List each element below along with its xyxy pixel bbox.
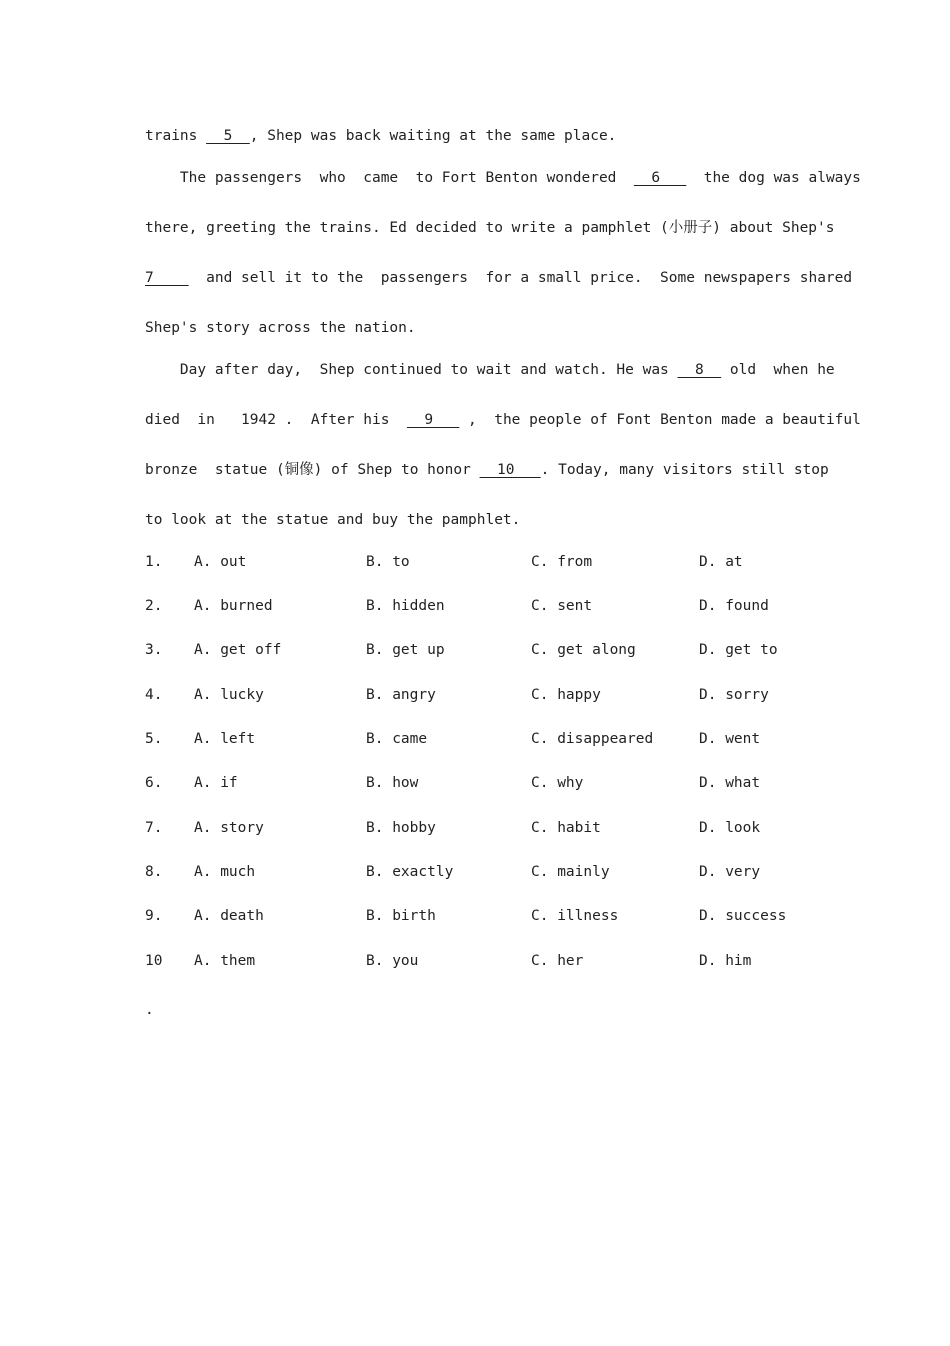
text: . Today, many visitors still stop	[540, 462, 829, 478]
text: The passengers who came to Fort Benton wondered	[145, 170, 634, 186]
option-b: B. came	[366, 731, 428, 747]
option-a: A. if	[194, 775, 238, 791]
passage-line-9	[145, 510, 815, 530]
option-d: D. sorry	[699, 687, 769, 703]
option-b: B. you	[366, 953, 419, 969]
trailing-period: .	[145, 1002, 154, 1018]
text: trains	[145, 128, 207, 144]
blank-8: 8	[677, 362, 722, 378]
question-number: 8.	[145, 864, 163, 880]
option-d: D. went	[699, 731, 761, 747]
blank-5: 5	[206, 128, 250, 144]
question-number: 10	[145, 953, 163, 969]
option-a: A. burned	[194, 598, 273, 614]
text: Day after day, Shep continued to wait and watch. He was	[145, 362, 678, 378]
passage-line-7	[145, 410, 861, 430]
option-c: C. happy	[531, 687, 601, 703]
question-number: 5.	[145, 731, 163, 747]
text: , Shep was back waiting at the same place.	[249, 128, 617, 144]
passage-line-1	[145, 126, 815, 146]
option-b: B. to	[366, 554, 410, 570]
option-b: B. exactly	[366, 864, 454, 880]
text: old when he	[721, 362, 835, 378]
option-d: D. at	[699, 554, 743, 570]
option-a: A. much	[194, 864, 256, 880]
text: the dog was always	[686, 170, 861, 186]
option-d: D. found	[699, 598, 769, 614]
text: to look at the statue and buy the pamphlet.	[145, 512, 521, 528]
option-c: C. her	[531, 953, 584, 969]
blank-6: 6	[633, 170, 687, 186]
option-a: A. get off	[194, 642, 282, 658]
option-c: C. sent	[531, 598, 593, 614]
blank-9: 9	[406, 412, 460, 428]
option-c: C. habit	[531, 820, 601, 836]
option-a: A. out	[194, 554, 247, 570]
option-d: D. very	[699, 864, 761, 880]
text: died in 1942 . After his	[145, 412, 407, 428]
text: there, greeting the trains. Ed decided to write a pamphlet (小册子) about Shep's	[145, 220, 835, 236]
question-number: 2.	[145, 598, 163, 614]
option-c: C. get along	[531, 642, 636, 658]
text: and sell it to the passengers for a small price. Some newspapers shared	[188, 270, 853, 286]
option-a: A. left	[194, 731, 256, 747]
option-d: D. look	[699, 820, 761, 836]
blank-10: 10	[479, 462, 541, 478]
option-b: B. birth	[366, 908, 436, 924]
text: bronze statue (铜像) of Shep to honor	[145, 462, 480, 478]
option-b: B. angry	[366, 687, 436, 703]
question-number: 4.	[145, 687, 163, 703]
option-b: B. how	[366, 775, 419, 791]
passage-line-2	[145, 168, 861, 188]
passage-line-8	[145, 460, 829, 480]
question-number: 9.	[145, 908, 163, 924]
blank-7: 7	[145, 270, 189, 286]
question-number: 1.	[145, 554, 163, 570]
option-c: C. why	[531, 775, 584, 791]
option-a: A. them	[194, 953, 256, 969]
option-a: A. story	[194, 820, 264, 836]
option-d: D. him	[699, 953, 752, 969]
question-number: 3.	[145, 642, 163, 658]
option-d: D. get to	[699, 642, 778, 658]
passage-line-6	[145, 360, 835, 380]
option-b: B. hidden	[366, 598, 445, 614]
option-c: C. illness	[531, 908, 619, 924]
option-b: B. hobby	[366, 820, 436, 836]
option-a: A. lucky	[194, 687, 264, 703]
question-number: 7.	[145, 820, 163, 836]
option-a: A. death	[194, 908, 264, 924]
question-number: 6.	[145, 775, 163, 791]
option-d: D. success	[699, 908, 787, 924]
option-c: C. from	[531, 554, 593, 570]
text: , the people of Font Benton made a beautiful	[459, 412, 861, 428]
option-b: B. get up	[366, 642, 445, 658]
passage-line-3	[145, 218, 835, 238]
passage-line-4	[145, 268, 853, 288]
option-d: D. what	[699, 775, 761, 791]
text: Shep's story across the nation.	[145, 320, 416, 336]
passage-line-5	[145, 318, 815, 338]
option-c: C. disappeared	[531, 731, 654, 747]
option-c: C. mainly	[531, 864, 610, 880]
